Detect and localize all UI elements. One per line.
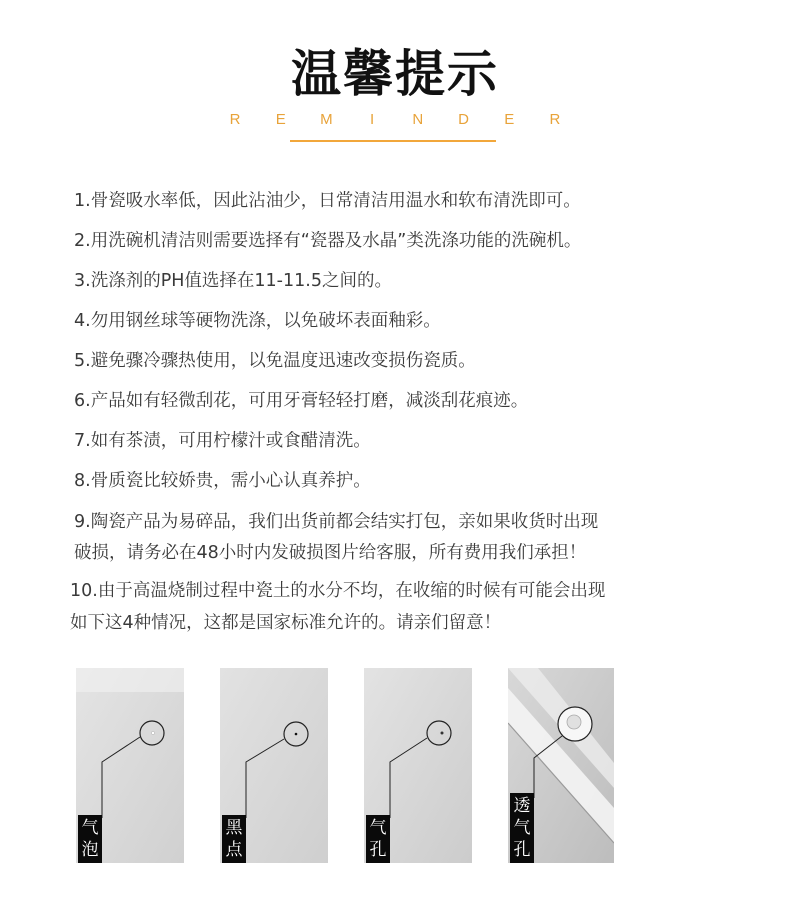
defect-photo-bubble — [76, 668, 184, 863]
defect-photo-pore — [364, 668, 472, 863]
subtitle-letter: E — [504, 111, 515, 128]
tip-item-line: 10.由于高温烧制过程中瓷土的水分不均，在收缩的时候有可能会出现 — [70, 581, 606, 601]
defect-label: 透 气 孔 — [510, 793, 534, 863]
defect-photo-black-spot — [220, 668, 328, 863]
defect-label: 气 泡 — [78, 815, 102, 863]
defect-label: 气 孔 — [366, 815, 390, 863]
tip-item-line: 破损，请务必在48小时内发破损图片给客服，所有费用我们承担！ — [74, 543, 587, 563]
tip-item: 5.避免骤冷骤热使用，以免温度迅速改变损伤瓷质。 — [74, 351, 476, 371]
subtitle-letter: M — [320, 111, 333, 128]
tip-item: 4.勿用钢丝球等硬物洗涤，以免破坏表面釉彩。 — [74, 311, 441, 331]
title-underline — [290, 140, 496, 142]
tip-item-line: 如下这4种情况，这都是国家标准允许的。请亲们留意！ — [70, 613, 502, 633]
subtitle-letter: E — [275, 111, 286, 128]
reminder-subtitle — [228, 108, 562, 132]
tip-item: 1.骨瓷吸水率低，因此沾油少，日常清洁用温水和软布清洗即可。 — [74, 191, 581, 211]
tip-item: 8.骨质瓷比较娇贵，需小心认真养护。 — [74, 471, 371, 491]
defect-label: 黑 点 — [222, 815, 246, 863]
subtitle-letter: I — [370, 111, 375, 128]
tip-item: 2.用洗碗机清洁则需要选择有“瓷器及水晶”类洗涤功能的洗碗机。 — [74, 231, 582, 251]
tip-item: 6.产品如有轻微刮花，可用牙膏轻轻打磨，减淡刮花痕迹。 — [74, 391, 529, 411]
tip-item: 7.如有茶渍，可用柠檬汁或食醋清洗。 — [74, 431, 371, 451]
tip-item: 3.洗涤剂的PH值选择在11-11.5之间的。 — [74, 271, 392, 291]
subtitle-letter: R — [549, 111, 561, 128]
subtitle-letter: N — [412, 111, 424, 128]
page-title: 温馨提示 — [291, 45, 499, 103]
tip-item-line: 9.陶瓷产品为易碎品，我们出货前都会结实打包，亲如果收货时出现 — [74, 512, 599, 532]
subtitle-letter: D — [458, 111, 469, 128]
defect-photo-through-pore — [508, 668, 614, 863]
subtitle-letter: R — [229, 111, 241, 128]
